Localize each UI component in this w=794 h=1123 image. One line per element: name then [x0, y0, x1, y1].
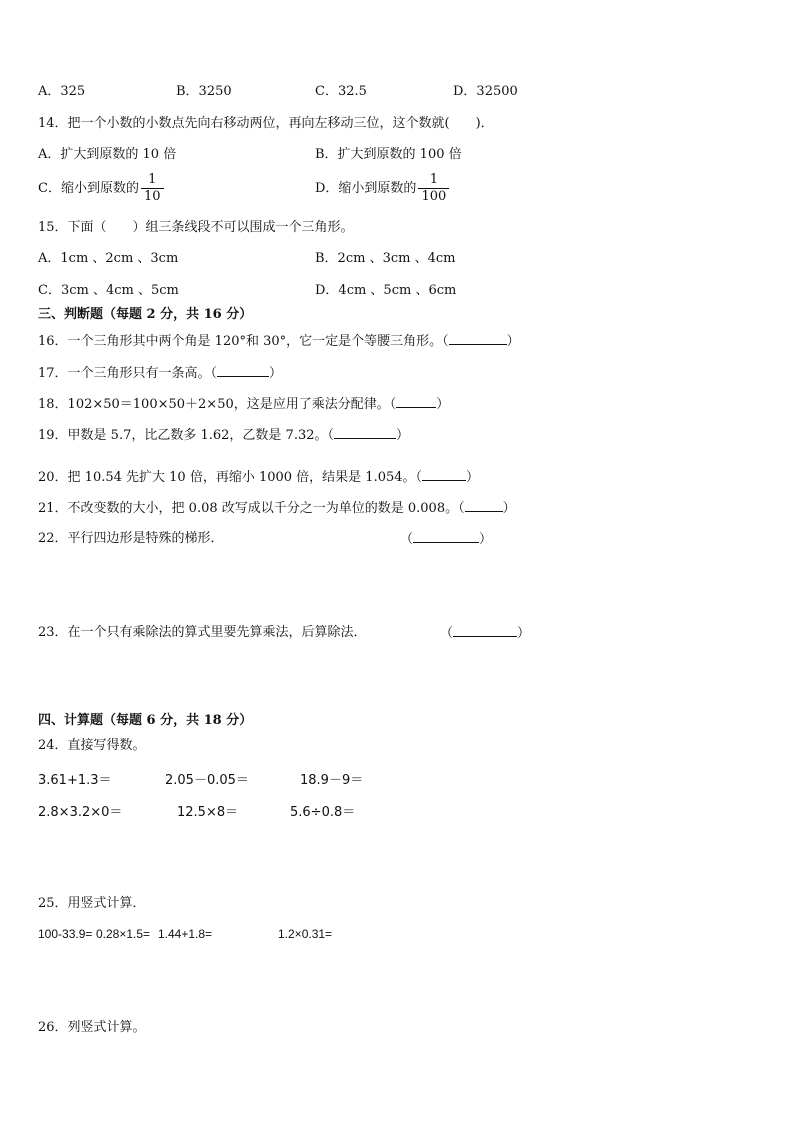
fraction-denominator: 10	[143, 189, 161, 204]
q24-stem: 24．直接写得数。	[38, 738, 146, 753]
q14-option-d	[315, 172, 449, 205]
fraction-denominator: 100	[421, 189, 447, 204]
answer-blank[interactable]	[334, 426, 396, 439]
q15-option-c: C．3cm 、4cm 、5cm	[38, 283, 179, 298]
open-paren: （	[440, 626, 454, 641]
q18-text: 18．102×50＝100×50＋2×50，这是应用了乘法分配律。（	[38, 397, 397, 412]
q25-item-3: 1.44+1.8=	[158, 927, 213, 941]
answer-blank[interactable]	[453, 624, 517, 637]
close-paren: ）	[517, 626, 531, 641]
q14-option-d-label: D．缩小到原数的	[315, 181, 417, 196]
close-paren: ）	[506, 334, 520, 349]
q16-text: 16．一个三角形其中两个角是 120°和 30°，它一定是个等腰三角形。（	[38, 334, 449, 349]
close-paren: ）	[396, 428, 410, 443]
q15-option-b: B．2cm 、3cm 、4cm	[315, 251, 456, 266]
close-paren: ）	[269, 366, 283, 381]
fraction	[141, 172, 164, 205]
q14-option-c	[38, 172, 164, 205]
q17	[38, 364, 282, 383]
q24-calc-5: 12.5×8＝	[177, 805, 239, 820]
open-paren: （	[400, 532, 414, 547]
q24-calc-6: 5.6÷0.8＝	[290, 805, 356, 820]
q14-option-c-label: C．缩小到原数的	[38, 181, 139, 196]
answer-blank[interactable]	[465, 499, 503, 512]
q14-option-a: A．扩大到原数的 10 倍	[38, 147, 177, 162]
q24-calc-4: 2.8×3.2×0＝	[38, 805, 123, 820]
answer-blank[interactable]	[396, 395, 436, 408]
q23-answer	[440, 624, 530, 643]
q18	[38, 395, 449, 414]
q25-item-1: 100-33.9=	[38, 927, 93, 941]
q13-option-b: B．3250	[176, 84, 232, 99]
q21-text: 21．不改变数的大小，把 0.08 改写成以千分之一为单位的数是 0.008。（	[38, 501, 465, 516]
q25-stem: 25．用竖式计算．	[38, 896, 146, 911]
q14-stem: 14．把一个小数的小数点先向右移动两位，再向左移动三位，这个数就( )．	[38, 116, 494, 131]
q24-calc-2: 2.05－0.05＝	[165, 773, 249, 788]
answer-blank[interactable]	[217, 364, 269, 377]
answer-blank[interactable]	[413, 530, 479, 543]
q24-calc-3: 18.9－9＝	[300, 773, 364, 788]
section-3-heading: 三、判断题（每题 2 分，共 16 分）	[38, 307, 253, 322]
fraction	[418, 172, 449, 205]
q17-text: 17．一个三角形只有一条高。（	[38, 366, 218, 381]
q15-option-a: A．1cm 、2cm 、3cm	[38, 251, 179, 266]
q22-answer	[400, 530, 492, 549]
q13-option-a: A．325	[38, 84, 86, 99]
q20-text: 20．把 10.54 先扩大 10 倍，再缩小 1000 倍，结果是 1.054。（	[38, 470, 423, 485]
q16	[38, 332, 520, 351]
q19	[38, 426, 409, 445]
section-4-heading: 四、计算题（每题 6 分，共 18 分）	[38, 713, 253, 728]
q26-stem: 26．列竖式计算。	[38, 1020, 146, 1035]
q25-item-2: 0.28×1.5=	[96, 927, 151, 941]
close-paren: ）	[466, 470, 480, 485]
q15-stem: 15．下面（ ）组三条线段不可以围成一个三角形。	[38, 220, 354, 235]
close-paren: ）	[502, 501, 516, 516]
q24-calc-1: 3.61+1.3＝	[38, 773, 112, 788]
q13-option-d: D．32500	[453, 84, 518, 99]
fraction-numerator: 1	[141, 172, 164, 189]
close-paren: ）	[479, 532, 493, 547]
q22-text: 22．平行四边形是特殊的梯形．	[38, 531, 224, 546]
q20	[38, 468, 479, 487]
q21	[38, 499, 516, 518]
q25-item-4: 1.2×0.31=	[278, 927, 333, 941]
close-paren: ）	[436, 397, 450, 412]
q23-text: 23．在一个只有乘除法的算式里要先算乘法，后算除法．	[38, 625, 367, 640]
q15-option-d: D．4cm 、5cm 、6cm	[315, 283, 457, 298]
answer-blank[interactable]	[422, 468, 466, 481]
q14-option-b: B．扩大到原数的 100 倍	[315, 147, 462, 162]
q19-text: 19．甲数是 5.7，比乙数多 1.62，乙数是 7.32。（	[38, 428, 335, 443]
answer-blank[interactable]	[449, 332, 507, 345]
fraction-numerator: 1	[418, 172, 449, 189]
q13-option-c: C．32.5	[315, 84, 367, 99]
